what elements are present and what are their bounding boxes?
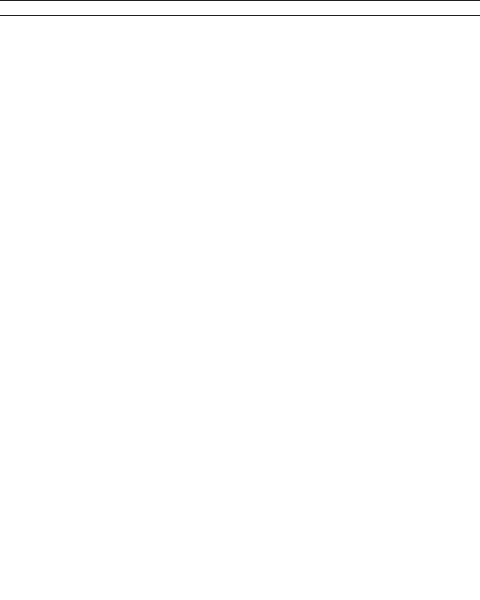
ledger-table <box>0 0 480 16</box>
month-divider <box>0 1 480 16</box>
section-title-agost <box>0 1 480 16</box>
